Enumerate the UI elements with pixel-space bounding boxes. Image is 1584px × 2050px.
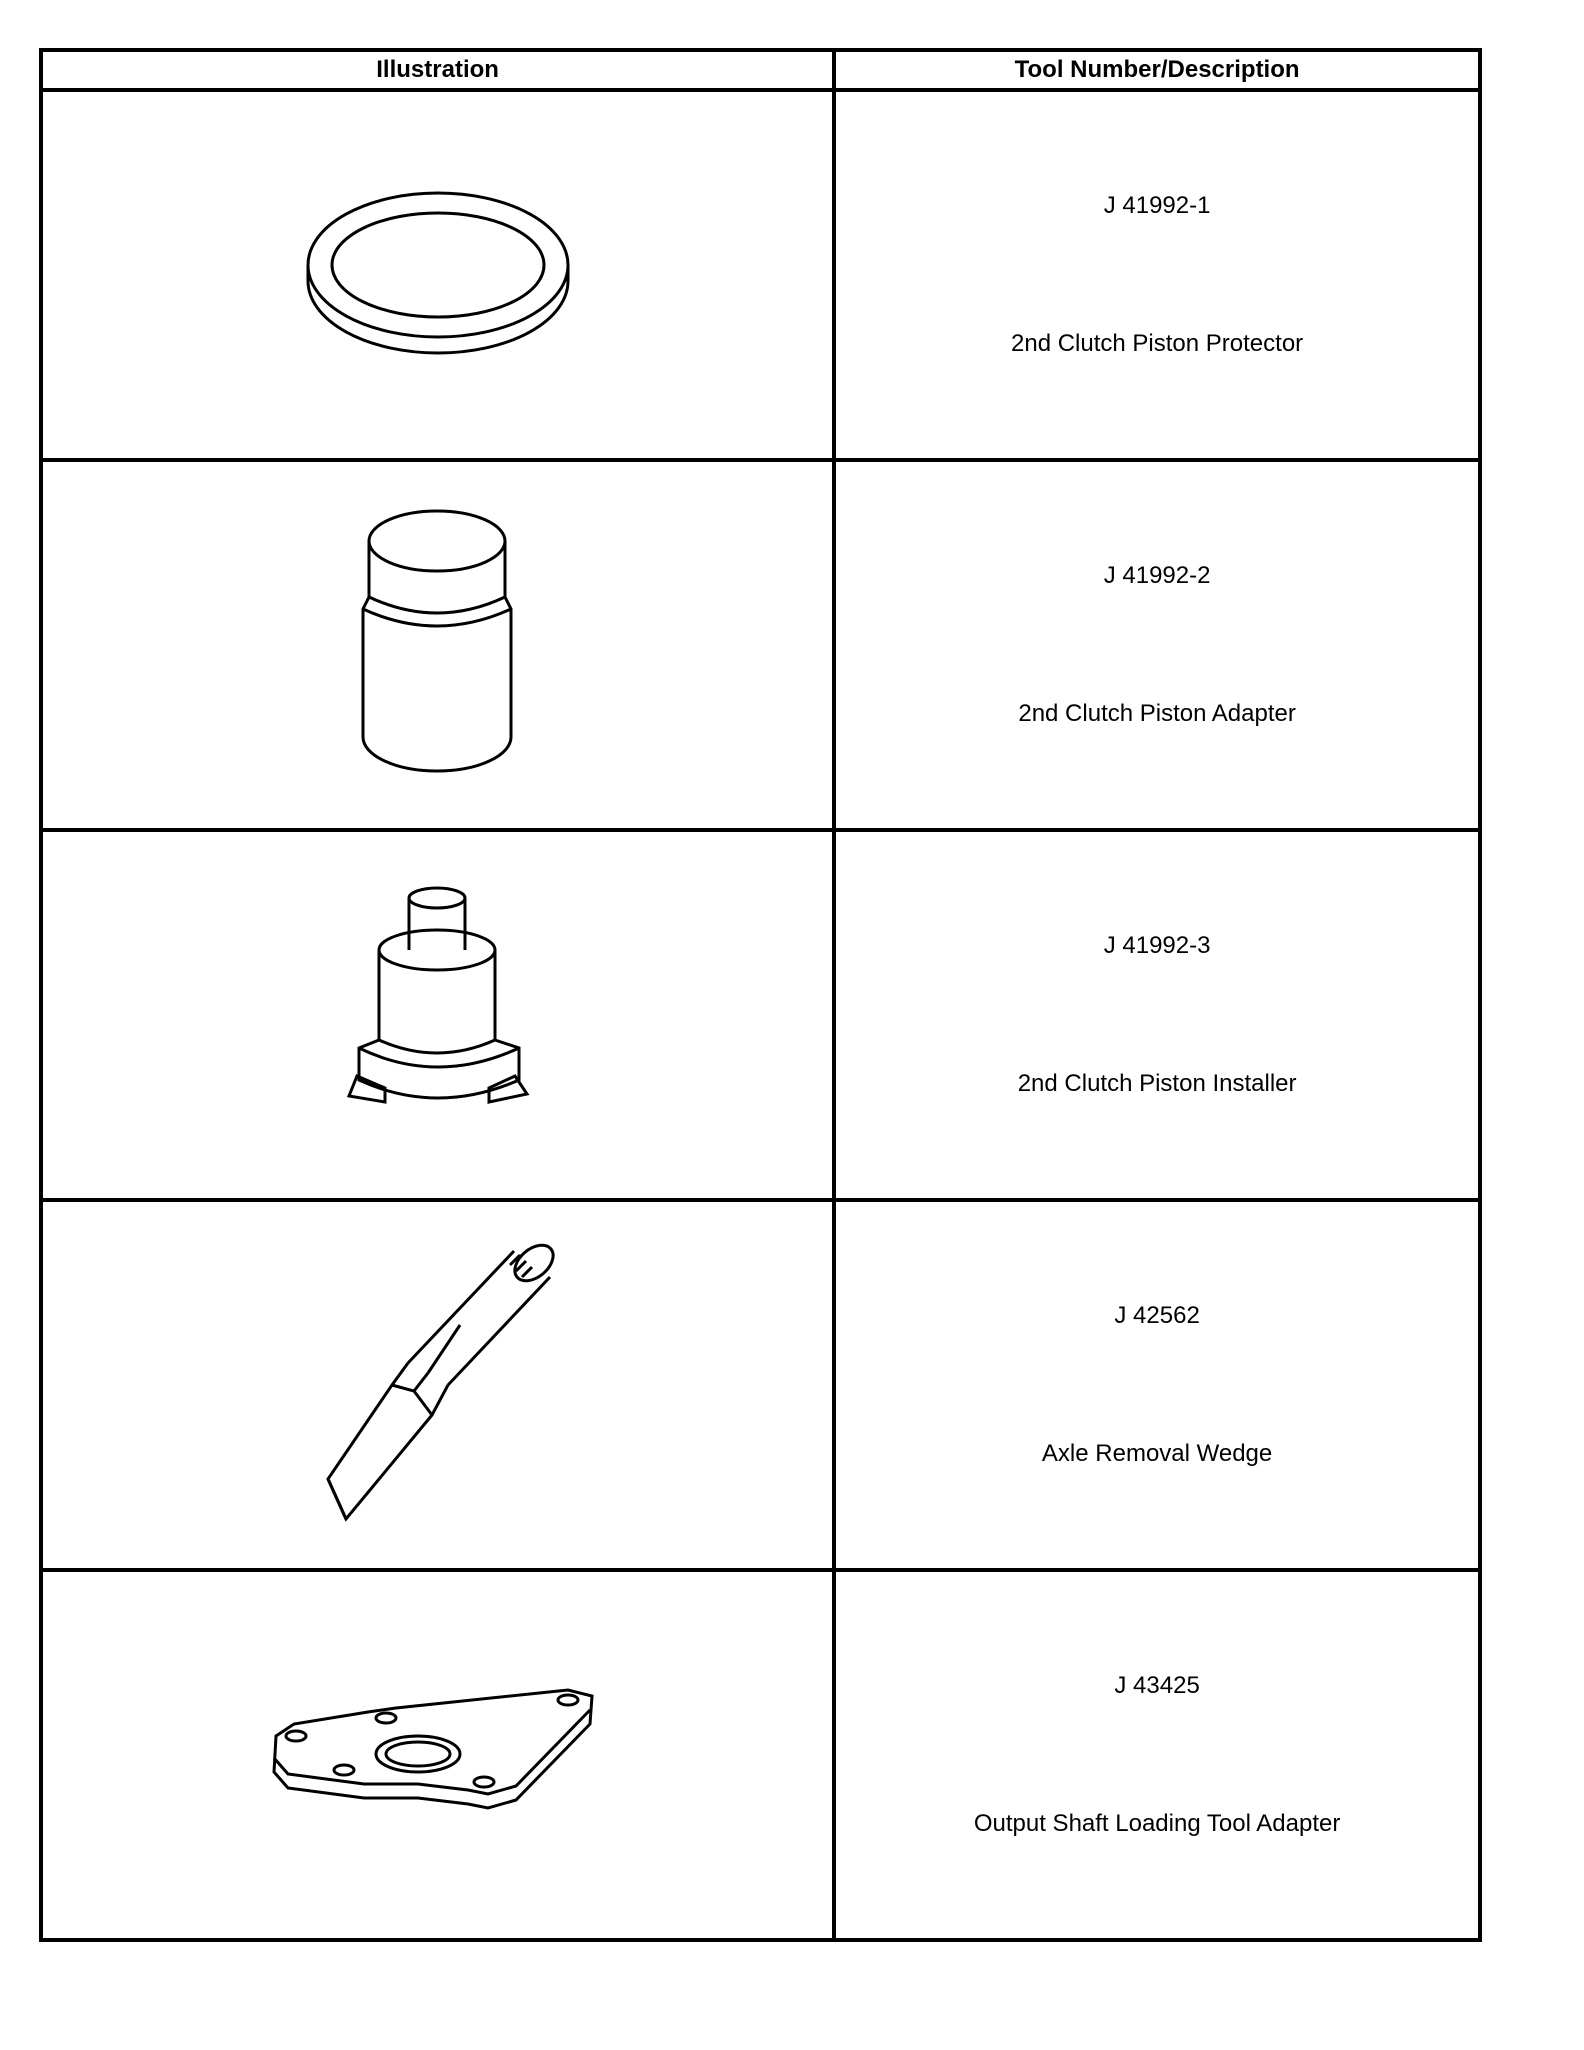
- tool-description: 2nd Clutch Piston Adapter: [1018, 700, 1296, 727]
- tool-description: 2nd Clutch Piston Installer: [1017, 1070, 1297, 1097]
- table-row: [41, 1570, 1480, 1940]
- description-cell: [834, 830, 1480, 1200]
- tool-table: [39, 48, 1482, 1942]
- illustration-cell: [41, 460, 834, 830]
- illustration-header: Illustration: [41, 50, 834, 90]
- table-header-row: [41, 50, 1480, 90]
- tool-description: 2nd Clutch Piston Protector: [1011, 330, 1304, 357]
- illustration-cell: [41, 1570, 834, 1940]
- tool-description: Output Shaft Loading Tool Adapter: [973, 1810, 1341, 1837]
- wedge-icon: [288, 1225, 588, 1545]
- table-row: [41, 1200, 1480, 1570]
- tool-number: J 43425: [1114, 1672, 1200, 1699]
- description-cell: [834, 90, 1480, 460]
- tool-number: J 41992-1: [1103, 192, 1211, 219]
- table-row: [41, 830, 1480, 1200]
- table-row: [41, 90, 1480, 460]
- table-row: [41, 460, 1480, 830]
- description-cell: [834, 1570, 1480, 1940]
- tool-number: J 41992-2: [1103, 562, 1211, 589]
- illustration-cell: [41, 830, 834, 1200]
- tool-number-description-header: Tool Number/Description: [834, 50, 1480, 90]
- ring-icon: [298, 185, 578, 365]
- tool-number: J 41992-3: [1103, 932, 1211, 959]
- tool-number: J 42562: [1114, 1302, 1200, 1329]
- description-cell: [834, 1200, 1480, 1570]
- stepped-installer-icon: [333, 880, 543, 1150]
- tool-description: Axle Removal Wedge: [1041, 1440, 1273, 1467]
- illustration-cell: [41, 1200, 834, 1570]
- illustration-cell: [41, 90, 834, 460]
- description-cell: [834, 460, 1480, 830]
- bracket-adapter-icon: [268, 1680, 608, 1830]
- cylinder-adapter-icon: [353, 505, 523, 785]
